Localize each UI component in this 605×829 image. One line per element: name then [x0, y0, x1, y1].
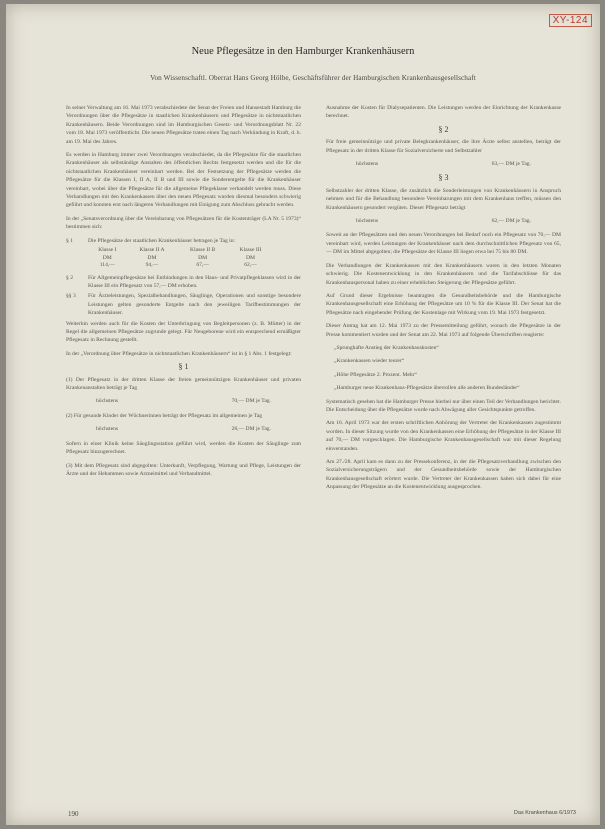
section-heading: § 3: [438, 173, 449, 183]
quote-line: „Höhe Pflegesätze 2. Prozent. Mehr“: [334, 371, 417, 378]
table-row: [88, 255, 273, 263]
paragraph: Soweit an der Pflegesätzen und den neuen Verordnungen bei Bedarf noch ein Pflegesatz von 70,— DM vereinbart wird, werden Leistungen der Krankenhäuser nach dem durchschnittlichen Pflegesatz von 65,— DM im Mittel abgegolten; die Pflegesätze der Klasse III liegen etwa bei 75 bis 80 DM.: [326, 232, 561, 256]
paragraph: In der „Verordnung über Pflegesätze in nichtstaatlichen Krankenhäusern“ ist in § 1 Abs. 1 festgelegt:: [66, 350, 292, 357]
paragraph: Die Verhandlungen der Krankenkassen mit den Krankenhäusern waren in den letzten Monaten schwierig. Die Kostenentwicklung in den Krankenhäusern und die Tarifabschlüsse für das Krankenhauspersonal haben zu einer erheblichen Steigerung der Pflegesätze geführt.: [326, 262, 561, 286]
table-cell: DM: [245, 254, 255, 261]
article-title: Neue Pflegesätze in den Hamburger Krankenhäusern: [191, 46, 415, 57]
right-column: [326, 104, 561, 497]
paragraph: Weiterhin werden auch für die Kosten der Unterbringung von Begleitpersonen (z. B. Mütter) in der Regel die allgemeinen Pflegesätze zugrunde gelegt. Für Neugeborene wird ein entsprechend ermäßigter Pflegesatz in Rechnung gestellt.: [66, 320, 301, 344]
paragraph: Ausnahme der Kosten für Dialysepatienten. Die Leistungen werden der Einrichtung der Krankenkasse berechnet.: [326, 105, 561, 120]
paragraph: (3) Mit dem Pflegesatz sind abgegolten: Unterkunft, Verpflegung, Wartung und Pflege, Leistungen der Ärzte und der Hebammen sowie Arzneimittel und Verbandmittel.: [66, 462, 301, 477]
section-text: Für Ärzteleistungen, Spezialbehandlungen, Säuglinge, Operationen und sonstige besondere Leistungen gelten gesonderte Entgelte nach den jeweiligen Tarifbestimmungen der Krankenhäuser.: [88, 293, 301, 317]
paragraph: In seiner Verwaltung am 16. Mai 1973 verabschiedete der Senat der Freien und Hansestadt Hamburg die Verordnungen über die Pflegesätze in staatlichen Krankenhäusern und Pflegesätze in nichtstaatlichen Krankenhäusern. Beide Verordnungen sind im Hamburgischen Gesetz- und Verordnungsblatt Nr. 22 vom 18. Mai 1973 veröffentlicht. Die neuen Pflegesätze traten einen Tag nach Verkündung in Kraft, d. h. am 19. Mai des Jahres.: [66, 105, 301, 145]
paragraph: Systematisch gesehen hat die Hamburger Presse hierbei nur über einen Teil der Verhandlungen berichtet. Die Entscheidung über die Pflegesätze wurde nach Abwägung aller Gesichtspunkte getroffen.: [326, 398, 561, 413]
table-cell: 94,—: [145, 262, 159, 269]
paragraph: Es werden in Hamburg immer zwei Verordnungen verabschiedet, da die Pflegesätze für die staatlichen Krankenhäuser als selbständige Anstalten des öffentlichen Rechts festgesetzt werden und die für die nichtstaatlichen Krankenhäuser vereinbart werden. Bei der Festsetzung der Pflegesätze werden die Pflegesätze für die Klassen I, II A, II B und III sowie die Sonderentgelte für die Krankenhäuser vereinbart, wobei über die Pflegesätze für die allgemeine Pflegeklasse verhandelt werden muss. Diese Verhandlungen mit den Krankenkassen über den neuen Pflegesatz wurden diesmal besonders schwierig geführt und konnten erst nach längeren Verhandlungen mit Einigung zum Abschluss gebracht werden.: [66, 152, 301, 209]
table-cell: DM: [147, 254, 157, 261]
paragraph: Selbstzahler der dritten Klasse, die zusätzlich die Sonderleistungen von Krankenhäusern in Anspruch nehmen und für die Behandlung besondere Vereinbarungen mit dem Krankenhaus treffen, müssen den Krankenhäusern gesondert vergüten. Dieser Pflegesatz beträgt: [326, 187, 561, 211]
table-cell: DM: [102, 254, 112, 261]
paragraph: Für freie gemeinnützige und private Belegkrankenhäuser, die ihre Ärzte selbst anstellen, beträgt der Pflegesatz in der dritten Klasse für Sozialversicherte und Selbstzahler: [326, 139, 561, 154]
left-column: [66, 104, 301, 483]
paragraph: (2) Für gesunde Kinder der Wöchnerinnen beträgt der Pflegesatz im allgemeinen je Tag: [66, 412, 263, 419]
article-author: Von Wissenschaftl. Oberrat Hans Georg Hölbe, Geschäftsführer der Hamburgischen Krankenhausgesellschaft: [150, 74, 476, 82]
quote-line: „Krankenkassen wieder teurer“: [334, 358, 405, 365]
table-cell: Klasse II B: [190, 247, 216, 254]
rates-table: [88, 247, 273, 270]
paragraph: Sofern in einer Klinik keine Säuglingsstation geführt wird, werden die Kosten der Säuglinge zum Pflegesatz hinzugerechnet.: [66, 440, 301, 456]
rate-value: 70,— DM je Tag.: [231, 398, 271, 405]
section-number: §§ 3: [66, 293, 76, 300]
section-number: § 1: [66, 237, 73, 244]
list-item: [66, 274, 301, 291]
journal-reference: Das Krankenhaus 6/1973: [513, 810, 576, 816]
table-cell: 114,—: [99, 262, 115, 269]
paragraph: Dieser Antrag hat am 12. Mai 1973 zu der Pressemitteilung geführt, wonach die Pflegesätze in der Presse kommentiert wurden und der Senat am 22. Mai 1973 auf folgende Überschriften reagierte:: [326, 323, 561, 338]
paragraph: Am 16. April 1973 war der ersten schriftlichen Anhörung der Vertreter der Krankenkassen zugestimmt worden. In dieser Sitzung wurde von den Krankenkassen eine Erhöhung der Pflegesätze in der Klasse III auf 70,— DM vorgeschlagen. Die Hamburgische Krankenhausgesellschaft war mit dieser Regelung einverstanden.: [326, 420, 561, 452]
rate-line: [326, 217, 561, 225]
table-cell: 67,—: [196, 262, 209, 269]
section-text: Die Pflegesätze der staatlichen Krankenhäuser betragen je Tag in:: [88, 237, 236, 244]
quote-line: „Sprunghafte Anstieg der Krankenhauskosten“: [334, 344, 439, 351]
list-item: [66, 292, 301, 317]
rate-value: 62,— DM je Tag.: [491, 218, 531, 225]
rate-label: höchstens: [96, 398, 119, 405]
page-stamp: XY-124: [549, 14, 592, 27]
paragraph: (1) Der Pflegesatz in der dritten Klasse der freien gemeinnützigen Krankenhäuser und privaten Krankenanstalten beträgt je Tag: [66, 376, 301, 392]
rate-value: 63,— DM je Tag.: [491, 161, 531, 168]
paragraph: In der „Senatsverordnung über die Vereinbarung von Pflegesätzen für die Kostenträger (LA Nr. 5 1973)“ bestimmen sich:: [66, 215, 301, 231]
table-cell: Klasse I: [98, 247, 117, 254]
rate-line: [66, 425, 301, 433]
section-heading: § 1: [178, 362, 189, 372]
document-page: [6, 4, 600, 825]
paragraph: Am 27./28. April kam es dann zu der Pressekonferenz, in der die Pflegesatzverhandlung zwischen den Sozialversicherungsträgern und der Gesundheitsbehörde sowie der Hamburgischen Krankenhausgesellschaft erörtert wurde. Die Vertreter der Krankenkassen haben sich dabei für eine Anpassung der Pflegesätze an die Kostenentwicklung ausgesprochen.: [326, 459, 561, 491]
table-row: [88, 262, 273, 270]
table-cell: Klasse III: [239, 247, 262, 254]
section-number: § 2: [66, 274, 73, 281]
rate-line: [66, 397, 301, 405]
rate-value: 28,— DM je Tag.: [231, 426, 271, 433]
table-cell: Klasse II A: [139, 247, 165, 254]
list-item: [66, 237, 301, 245]
rate-label: höchstens: [356, 218, 379, 225]
rate-label: höchstens: [356, 161, 379, 168]
page-number: 190: [68, 810, 79, 818]
table-cell: 62,—: [244, 262, 257, 269]
rate-line: [326, 160, 561, 168]
section-heading: § 2: [438, 124, 449, 134]
table-header-row: [88, 247, 273, 255]
quote-line: „Hamburger neue Krankenhaus-Pflegesätze überrollen alle anderen Bundesländer“: [334, 385, 520, 392]
table-cell: DM: [198, 254, 208, 261]
rate-label: höchstens: [96, 426, 119, 433]
paragraph: Auf Grund dieser Ergebnisse beantragten die Gesundheitsbehörde und die Hamburgische Krankenhausgesellschaft eine Erhöhung der Pflegesätze um 10 % für die Klasse III. Der Senat hat die Pflegesätze nach eingehender Prüfung der Kostenlage mit Wirkung vom 19. Mai 1973 festgesetzt.: [326, 292, 561, 316]
section-text: Für Allgemeinpflegesätze bei Entbindungen in den Haus- und Privatpflegeklassen wird in der Klasse III ein Pflegesatz von 57,— DM erhoben.: [88, 274, 301, 289]
